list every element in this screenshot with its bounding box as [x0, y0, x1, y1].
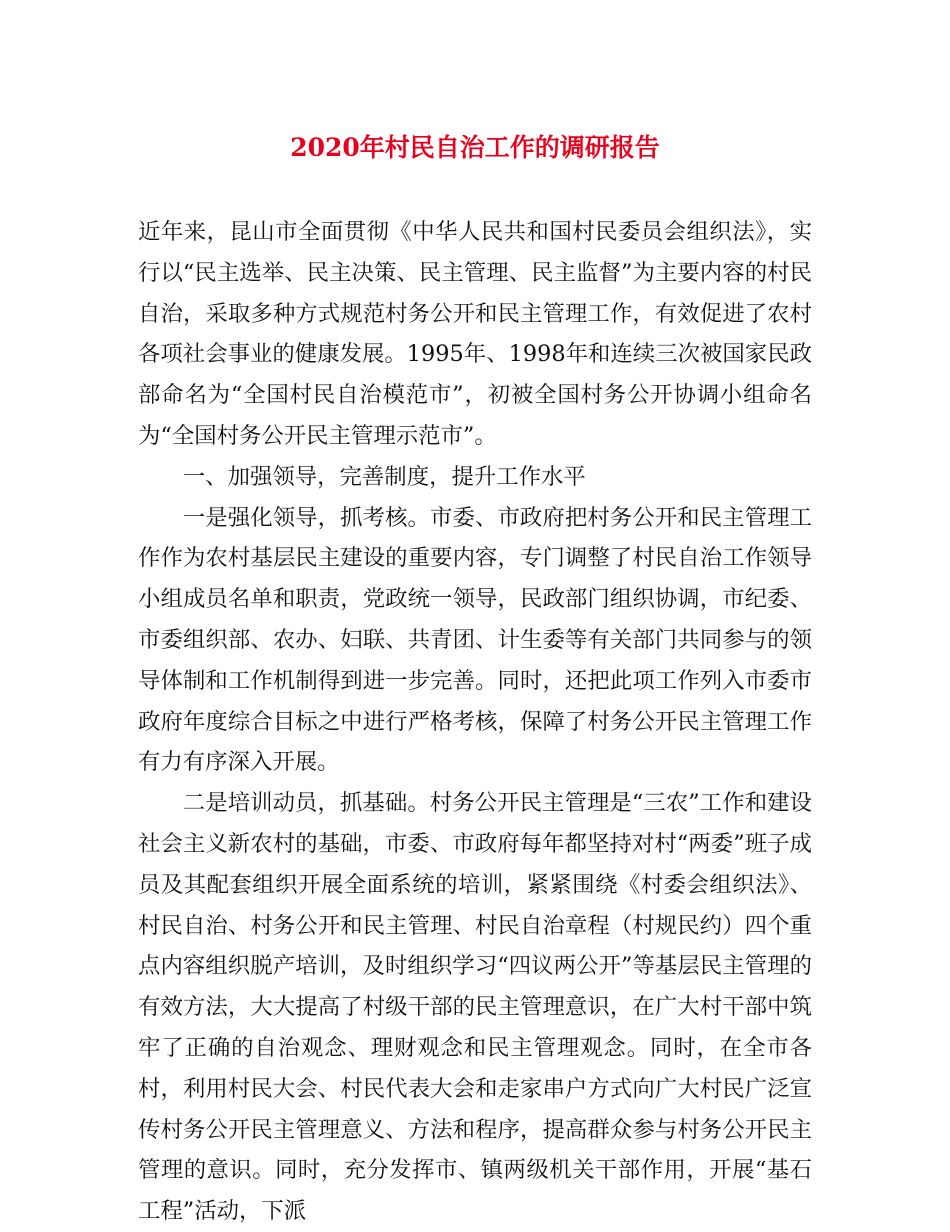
paragraph-training: 二是培训动员，抓基础。村务公开民主管理是“三农”工作和建设社会主义新农村的基础，市委、市政府每年都坚持对村“两委”班子成员及其配套组织开展全面系统的培训，紧紧围绕《村委会组织法》、村民自治、村务公开和民主管理、村民自治章程（村规民约）四个重点内容组织脱产培训，及时组织学习“四议两公开”等基层民主管理的有效方法，大大提高了村级干部的民主管理意识，在广大村干部中筑牢了正确的自治观念、理财观念和民主管理观念。同时，在全市各村，利用村民大会、村民代表大会和走家串户方式向广大村民广泛宣传村务公开民主管理意义、方法和程序，提高群众参与村务公开民主管理的意识。同时，充分发挥市、镇两级机关干部作用，开展“基石工程”活动，下派 [138, 790, 812, 1225]
document-body [138, 212, 812, 1232]
document-title: 2020年村民自治工作的调研报告 [290, 133, 660, 162]
paragraph-leadership: 一是强化领导，抓考核。市委、市政府把村务公开和民主管理工作作为农村基层民主建设的重要内容，专门调整了村民自治工作领导小组成员名单和职责，党政统一领导，民政部门组织协调，市纪委、市委组织部、农办、妇联、共青团、计生委等有关部门共同参与的领导体制和工作机制得到进一步完善。同时，还把此项工作列入市委市政府年度综合目标之中进行严格考核，保障了村务公开民主管理工作有力有序深入开展。 [138, 504, 812, 776]
section-heading-1: 一、加强领导，完善制度，提升工作水平 [182, 463, 586, 490]
paragraph-intro: 近年来，昆山市全面贯彻《中华人民共和国村民委员会组织法》，实行以“民主选举、民主决策、民主管理、民主监督”为主要内容的村民自治，采取多种方式规范村务公开和民主管理工作，有效促进了农村各项社会事业的健康发展。1995年、1998年和连续三次被国家民政部命名为“全国村民自治模范市”，初被全国村务公开协调小组命名为“全国村务公开民主管理示范市”。 [138, 219, 812, 449]
